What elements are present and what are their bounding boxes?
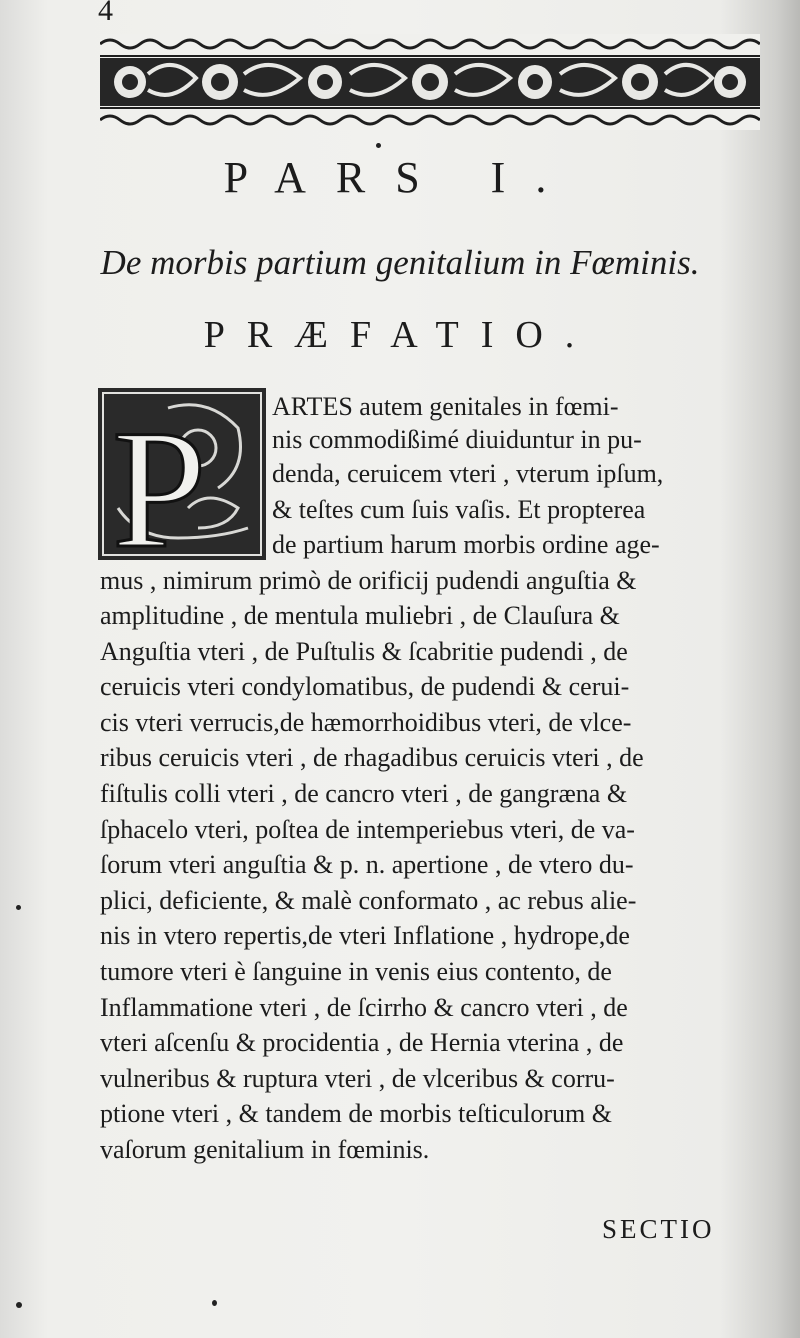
text-line: Anguſtia vteri , de Puſtulis & ſcabritie pudendi , de: [100, 637, 628, 666]
text-line: ptione vteri , & tandem de morbis teſticulorum &: [100, 1099, 612, 1128]
decorated-initial: [98, 388, 266, 560]
text-line: cis vteri verrucis,de hæmorrhoidibus vteri, de vlce-: [100, 708, 632, 737]
catchword: SECTIO: [602, 1214, 715, 1244]
section-title: PARS I.: [223, 153, 577, 202]
text-line: ribus ceruicis vteri , de rhagadibus ceruicis vteri , de: [100, 743, 644, 772]
preface-heading: PRÆFATIO.: [203, 314, 597, 356]
text-line: Inflammatione vteri , de ſcirrho & cancro vteri , de: [100, 993, 628, 1022]
text-line: vulneribus & ruptura vteri , de vlceribus & corru-: [100, 1064, 615, 1093]
text-line: tumore vteri è ſanguine in venis eius contento, de: [100, 957, 612, 986]
text-line: nis commodißimé diuiduntur in pu-: [272, 425, 642, 454]
text-line: nis in vtero repertis,de vteri Inflatione , hydrope,de: [100, 921, 630, 950]
ink-speck: [16, 1302, 22, 1308]
text-line: mus , nimirum primò de orificij pudendi anguſtia &: [100, 566, 637, 595]
text-line: fiſtulis colli vteri , de cancro vteri , de gangræna &: [100, 779, 628, 808]
text-line: amplitudine , de mentula muliebri , de Clauſura &: [100, 601, 620, 630]
text-line: ceruicis vteri condylomatibus, de pudendi & cerui-: [100, 672, 630, 701]
ink-speck: [376, 143, 381, 148]
text-line: denda, ceruicem vteri , vterum ipſum,: [272, 459, 664, 488]
text-line: vaſorum genitalium in fœminis.: [100, 1135, 430, 1164]
text-line: ſorum vteri anguſtia & p. n. apertione , de vtero du-: [100, 850, 634, 879]
text-line: ARTES autem genitales in fœmi-: [272, 392, 619, 421]
ornamental-headpiece: [100, 34, 760, 130]
text-line: ſphacelo vteri, poſtea de intemperiebus vteri, de va-: [100, 815, 635, 844]
section-subtitle: De morbis partium genitalium in Fœminis.: [100, 243, 700, 282]
text-line: plici, deficiente, & malè conformato , ac rebus alie-: [100, 886, 637, 915]
text-line: de partium harum morbis ordine age-: [272, 530, 660, 559]
text-line: & teſtes cum ſuis vaſis. Et propterea: [272, 495, 646, 524]
ink-speck: [16, 905, 21, 910]
ink-speck: [212, 1300, 217, 1306]
text-line: vteri aſcenſu & procidentia , de Hernia vterina , de: [100, 1028, 624, 1057]
page-number: 4: [98, 0, 113, 27]
drop-cap-letter: P: [112, 395, 207, 560]
